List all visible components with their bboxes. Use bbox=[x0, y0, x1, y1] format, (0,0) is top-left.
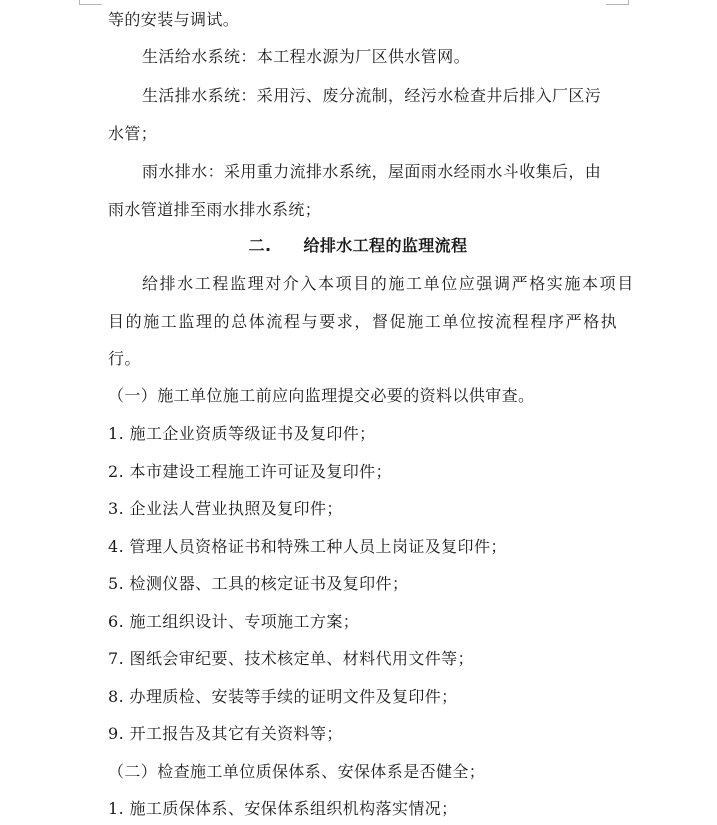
page-corner-mark-left bbox=[79, 0, 102, 5]
paragraph-rainwater-cont: 雨水管道排至雨水排水系统； bbox=[108, 200, 322, 219]
subsection-title-1: （一）施工单位施工前应向监理提交必要的资料以供审查。 bbox=[108, 386, 535, 405]
paragraph-line: 等的安装与调试。 bbox=[108, 10, 240, 29]
section-heading-number: 二. bbox=[248, 236, 272, 255]
paragraph-water-supply: 生活给水系统：本工程水源为厂区供水管网。 bbox=[142, 47, 471, 66]
list-item: 4. 管理人员资格证书和特殊工种人员上岗证及复印件； bbox=[108, 537, 507, 556]
list-item: 9. 开工报告及其它有关资料等； bbox=[108, 724, 343, 743]
section-heading-title: 给排水工程的监理流程 bbox=[303, 236, 468, 255]
paragraph-rainwater: 雨水排水：采用重力流排水系统，屋面雨水经雨水斗收集后，由 bbox=[142, 162, 602, 181]
list-item: 1. 施工质保体系、安保体系组织机构落实情况； bbox=[108, 799, 458, 818]
list-item: 3. 企业法人营业执照及复印件； bbox=[108, 499, 343, 518]
intro-line-2: 目的施工监理的总体流程与要求，督促施工单位按流程程序严格执 bbox=[108, 312, 619, 331]
list-item: 8. 办理质检、安装等手续的证明文件及复印件； bbox=[108, 687, 458, 706]
paragraph-drainage-cont: 水管； bbox=[108, 124, 158, 143]
section-heading bbox=[108, 236, 608, 256]
paragraph-drainage: 生活排水系统：采用污、废分流制，经污水检查井后排入厂区污 bbox=[142, 86, 602, 105]
intro-line-1: 给排水工程监理对介入本项目的施工单位应强调严格实施本项目 bbox=[142, 274, 635, 293]
list-item: 5. 检测仪器、工具的核定证书及复印件； bbox=[108, 574, 409, 593]
intro-line-3: 行。 bbox=[108, 349, 141, 368]
list-item: 2. 本市建设工程施工许可证及复印件； bbox=[108, 462, 392, 481]
list-item: 1. 施工企业资质等级证书及复印件； bbox=[108, 424, 376, 443]
subsection-title-2: （二）检查施工单位质保体系、安保体系是否健全； bbox=[108, 762, 486, 781]
list-item: 7. 图纸会审纪要、技术核定单、材料代用文件等； bbox=[108, 649, 474, 668]
page-corner-mark-right bbox=[606, 0, 629, 5]
list-item: 6. 施工组织设计、专项施工方案； bbox=[108, 612, 360, 631]
